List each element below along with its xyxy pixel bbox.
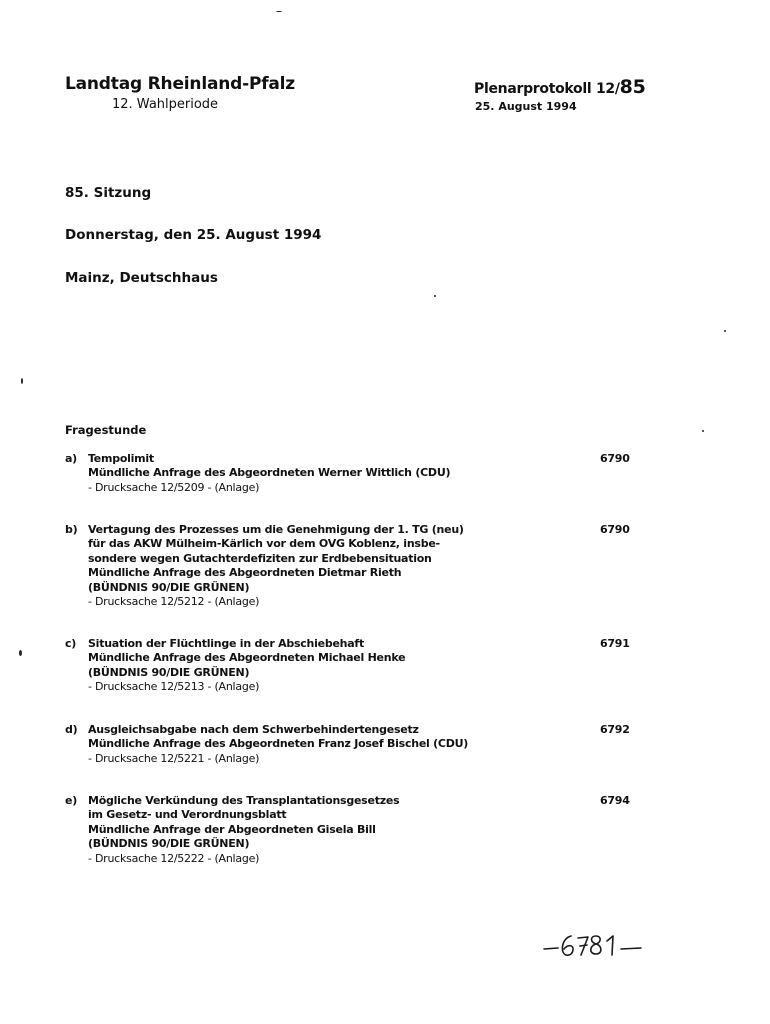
session-date: Donnerstag, den 25. August 1994 xyxy=(65,227,322,243)
item-party: (BÜNDNIS 90/DIE GRÜNEN) xyxy=(88,580,250,594)
item-body xyxy=(88,723,568,766)
item-question: Mündliche Anfrage der Abgeordneten Gisela Bill xyxy=(88,822,376,836)
item-drucksache: - Drucksache 12/5212 - (Anlage) xyxy=(88,595,260,609)
item-question: Mündliche Anfrage des Abgeordneten Michael Henke xyxy=(88,651,406,665)
item-page-number: 6792 xyxy=(600,723,630,736)
protocol-title xyxy=(474,76,646,98)
scan-speck xyxy=(21,378,23,384)
item-body xyxy=(88,637,568,695)
item-letter: b) xyxy=(65,523,78,536)
item-title: Ausgleichsabgabe nach dem Schwerbehindertengesetz xyxy=(88,723,419,736)
scan-speck xyxy=(19,650,22,656)
item-page-number: 6794 xyxy=(600,794,630,807)
item-body xyxy=(88,523,568,609)
parliament-name: Landtag Rheinland-Pfalz xyxy=(65,74,295,94)
item-page-number: 6790 xyxy=(600,523,630,536)
item-title: Tempolimit xyxy=(88,452,154,465)
item-title-continued: für das AKW Mülheim-Kärlich vor dem OVG Koblenz, insbe- xyxy=(88,537,440,551)
scan-speck xyxy=(434,295,436,297)
item-title: Vertagung des Prozesses um die Genehmigung der 1. TG (neu) xyxy=(88,523,464,536)
item-drucksache: - Drucksache 12/5221 - (Anlage) xyxy=(88,751,260,765)
protocol-prefix: Plenarprotokoll 12/ xyxy=(474,81,620,97)
scan-speck xyxy=(724,330,726,332)
item-title: Situation der Flüchtlinge in der Abschiebehaft xyxy=(88,637,364,650)
handwritten-page-number xyxy=(541,926,651,966)
agenda-heading: Fragestunde xyxy=(65,423,147,437)
item-title: Mögliche Verkündung des Transplantationsgesetzes xyxy=(88,794,400,807)
item-body xyxy=(88,452,568,495)
item-title-continued: sondere wegen Gutachterdefiziten zur Erdbebensituation xyxy=(88,551,432,565)
session-place: Mainz, Deutschhaus xyxy=(65,270,218,286)
item-drucksache: - Drucksache 12/5209 - (Anlage) xyxy=(88,480,260,494)
protocol-date: 25. August 1994 xyxy=(475,100,577,113)
item-letter: e) xyxy=(65,794,77,807)
item-question: Mündliche Anfrage des Abgeordneten Dietmar Rieth xyxy=(88,566,402,580)
session-title: 85. Sitzung xyxy=(65,185,152,201)
election-period: 12. Wahlperiode xyxy=(112,97,219,112)
item-letter: d) xyxy=(65,723,78,736)
item-letter: a) xyxy=(65,452,77,465)
item-letter: c) xyxy=(65,637,77,650)
protocol-number: 85 xyxy=(619,76,646,98)
scan-speck xyxy=(702,430,704,432)
item-question: Mündliche Anfrage des Abgeordneten Werner Wittlich (CDU) xyxy=(88,466,451,480)
item-body xyxy=(88,794,568,866)
item-page-number: 6790 xyxy=(600,452,630,465)
scan-speck xyxy=(276,11,282,12)
item-party: (BÜNDNIS 90/DIE GRÜNEN) xyxy=(88,665,250,679)
item-title-continued: im Gesetz- und Verordnungsblatt xyxy=(88,808,287,822)
item-drucksache: - Drucksache 12/5222 - (Anlage) xyxy=(88,851,260,865)
item-question: Mündliche Anfrage des Abgeordneten Franz Josef Bischel (CDU) xyxy=(88,737,469,751)
item-page-number: 6791 xyxy=(600,637,630,650)
item-drucksache: - Drucksache 12/5213 - (Anlage) xyxy=(88,680,260,694)
item-party: (BÜNDNIS 90/DIE GRÜNEN) xyxy=(88,837,250,851)
